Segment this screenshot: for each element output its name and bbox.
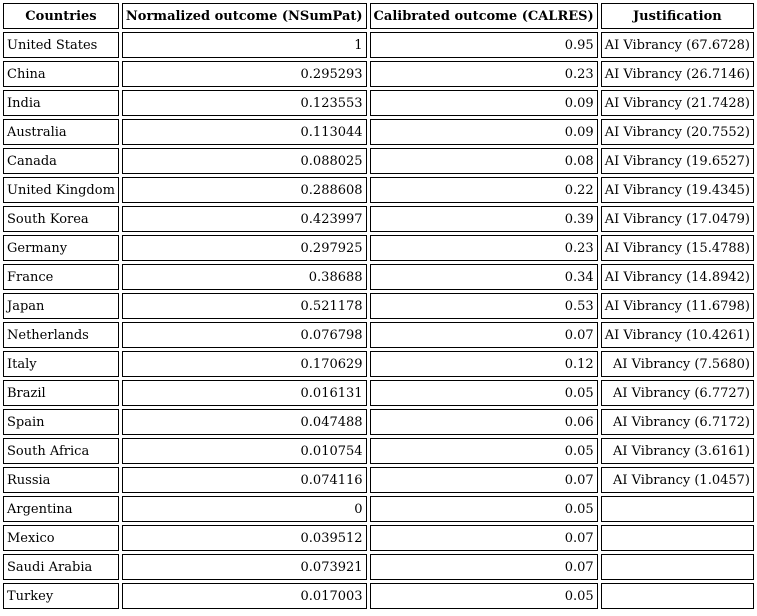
country-cell: United States [3, 32, 119, 58]
justification-cell: AI Vibrancy (21.7428) [601, 90, 754, 116]
table-row [3, 264, 754, 290]
country-cell: Australia [3, 119, 119, 145]
nsumpat-cell: 0.016131 [122, 380, 367, 406]
justification-cell: AI Vibrancy (19.6527) [601, 148, 754, 174]
justification-cell: AI Vibrancy (11.6798) [601, 293, 754, 319]
table-row [3, 148, 754, 174]
justification-cell [601, 583, 754, 609]
country-cell: India [3, 90, 119, 116]
header-justification: Justification [601, 3, 754, 29]
table-row [3, 32, 754, 58]
country-cell: Spain [3, 409, 119, 435]
country-cell: Germany [3, 235, 119, 261]
table-row [3, 90, 754, 116]
table-row [3, 409, 754, 435]
country-cell: Turkey [3, 583, 119, 609]
country-cell: South Africa [3, 438, 119, 464]
country-cell: Italy [3, 351, 119, 377]
nsumpat-cell: 0.123553 [122, 90, 367, 116]
country-cell: South Korea [3, 206, 119, 232]
country-cell: Mexico [3, 525, 119, 551]
justification-cell: AI Vibrancy (1.0457) [601, 467, 754, 493]
header-countries: Countries [3, 3, 119, 29]
nsumpat-cell: 0.113044 [122, 119, 367, 145]
nsumpat-cell: 1 [122, 32, 367, 58]
nsumpat-cell: 0.076798 [122, 322, 367, 348]
justification-cell: AI Vibrancy (67.6728) [601, 32, 754, 58]
nsumpat-cell: 0.423997 [122, 206, 367, 232]
table-row [3, 206, 754, 232]
justification-cell: AI Vibrancy (14.8942) [601, 264, 754, 290]
nsumpat-cell: 0.010754 [122, 438, 367, 464]
justification-cell: AI Vibrancy (3.6161) [601, 438, 754, 464]
justification-cell: AI Vibrancy (15.4788) [601, 235, 754, 261]
country-cell: Russia [3, 467, 119, 493]
nsumpat-cell: 0.039512 [122, 525, 367, 551]
justification-cell [601, 496, 754, 522]
calres-cell: 0.05 [370, 380, 598, 406]
country-cell: Brazil [3, 380, 119, 406]
country-cell: Japan [3, 293, 119, 319]
justification-cell: AI Vibrancy (6.7172) [601, 409, 754, 435]
table-row [3, 554, 754, 580]
justification-cell [601, 554, 754, 580]
justification-cell: AI Vibrancy (26.7146) [601, 61, 754, 87]
table-row [3, 496, 754, 522]
calres-cell: 0.95 [370, 32, 598, 58]
table-row [3, 583, 754, 609]
calres-cell: 0.23 [370, 235, 598, 261]
calres-cell: 0.22 [370, 177, 598, 203]
table-row [3, 322, 754, 348]
table-row [3, 438, 754, 464]
header-normalized-outcome: Normalized outcome (NSumPat) [122, 3, 367, 29]
nsumpat-cell: 0.521178 [122, 293, 367, 319]
nsumpat-cell: 0 [122, 496, 367, 522]
nsumpat-cell: 0.295293 [122, 61, 367, 87]
calres-cell: 0.06 [370, 409, 598, 435]
table-row [3, 293, 754, 319]
nsumpat-cell: 0.047488 [122, 409, 367, 435]
nsumpat-cell: 0.170629 [122, 351, 367, 377]
calres-cell: 0.12 [370, 351, 598, 377]
nsumpat-cell: 0.38688 [122, 264, 367, 290]
justification-cell: AI Vibrancy (7.5680) [601, 351, 754, 377]
calres-cell: 0.09 [370, 90, 598, 116]
justification-cell: AI Vibrancy (10.4261) [601, 322, 754, 348]
justification-cell: AI Vibrancy (6.7727) [601, 380, 754, 406]
table-row [3, 351, 754, 377]
country-cell: Argentina [3, 496, 119, 522]
nsumpat-cell: 0.088025 [122, 148, 367, 174]
justification-cell: AI Vibrancy (19.4345) [601, 177, 754, 203]
calres-cell: 0.34 [370, 264, 598, 290]
country-cell: Netherlands [3, 322, 119, 348]
calres-cell: 0.07 [370, 467, 598, 493]
country-cell: Saudi Arabia [3, 554, 119, 580]
calres-cell: 0.07 [370, 322, 598, 348]
table-row [3, 61, 754, 87]
country-cell: France [3, 264, 119, 290]
header-row [3, 3, 754, 29]
country-cell: China [3, 61, 119, 87]
table-row [3, 177, 754, 203]
calres-cell: 0.05 [370, 438, 598, 464]
table-row [3, 467, 754, 493]
justification-cell: AI Vibrancy (20.7552) [601, 119, 754, 145]
table-row [3, 235, 754, 261]
calres-cell: 0.08 [370, 148, 598, 174]
calres-cell: 0.05 [370, 583, 598, 609]
table-row [3, 380, 754, 406]
justification-cell [601, 525, 754, 551]
nsumpat-cell: 0.288608 [122, 177, 367, 203]
nsumpat-cell: 0.073921 [122, 554, 367, 580]
nsumpat-cell: 0.297925 [122, 235, 367, 261]
calres-cell: 0.07 [370, 554, 598, 580]
country-cell: United Kingdom [3, 177, 119, 203]
nsumpat-cell: 0.074116 [122, 467, 367, 493]
table-row [3, 525, 754, 551]
calres-cell: 0.07 [370, 525, 598, 551]
justification-cell: AI Vibrancy (17.0479) [601, 206, 754, 232]
calres-cell: 0.39 [370, 206, 598, 232]
nsumpat-cell: 0.017003 [122, 583, 367, 609]
calres-cell: 0.05 [370, 496, 598, 522]
calres-cell: 0.23 [370, 61, 598, 87]
country-cell: Canada [3, 148, 119, 174]
calres-cell: 0.09 [370, 119, 598, 145]
table-row [3, 119, 754, 145]
header-calibrated-outcome: Calibrated outcome (CALRES) [370, 3, 598, 29]
calres-cell: 0.53 [370, 293, 598, 319]
